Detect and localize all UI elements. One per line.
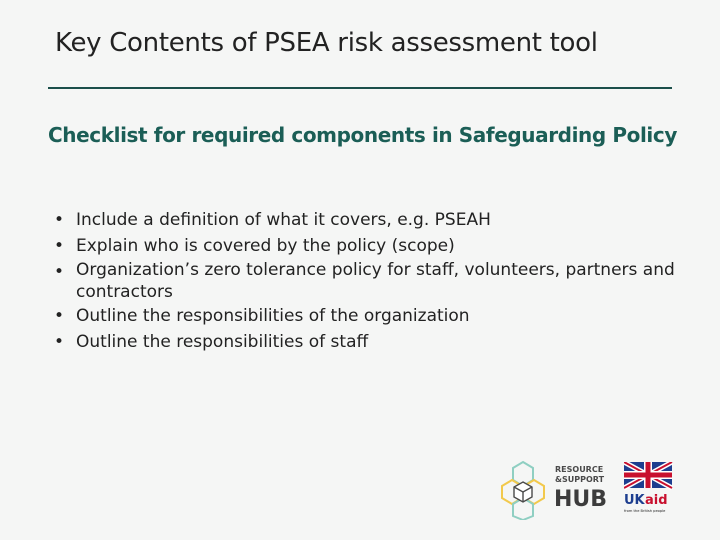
bullet-item: [48, 259, 698, 303]
bullet-list: [48, 207, 698, 355]
bullet-text: Include a definition of what it covers, e.g. PSEAH: [76, 210, 491, 230]
slide-title: Key Contents of PSEA risk assessment tool: [55, 28, 598, 58]
bullet-marker: •: [54, 236, 65, 256]
bullet-marker: •: [54, 262, 65, 282]
bullet-marker: •: [54, 332, 65, 352]
logo-line-hub: HUB: [554, 487, 608, 512]
hexagon-cube-icon: [502, 462, 544, 520]
bullet-item: [48, 233, 698, 259]
bullet-text: Organization’s zero tolerance policy for staff, volunteers, partners and contractors: [76, 260, 675, 302]
ukaid-wordmark-uk: UK: [624, 493, 645, 508]
bullet-text: Outline the responsibilities of the organization: [76, 306, 470, 326]
logo-line-resource: RESOURCE: [555, 465, 604, 474]
bullet-marker: •: [54, 210, 65, 230]
resource-support-hub-logo: [493, 460, 613, 520]
ukaid-logo: [624, 462, 674, 518]
ukaid-tagline: from the British people: [624, 509, 666, 513]
bullet-item: [48, 303, 698, 329]
ukaid-wordmark-aid: aid: [645, 493, 668, 508]
logo-line-support: &SUPPORT: [555, 475, 605, 484]
bullet-marker: •: [54, 306, 65, 326]
union-flag-icon: [624, 462, 672, 488]
bullet-text: Outline the responsibilities of staff: [76, 332, 369, 352]
bullet-item: [48, 207, 698, 233]
bullet-item: [48, 329, 698, 355]
bullet-text: Explain who is covered by the policy (scope): [76, 236, 455, 256]
slide-subtitle: Checklist for required components in Safeguarding Policy: [48, 123, 677, 147]
title-divider: [48, 87, 672, 89]
